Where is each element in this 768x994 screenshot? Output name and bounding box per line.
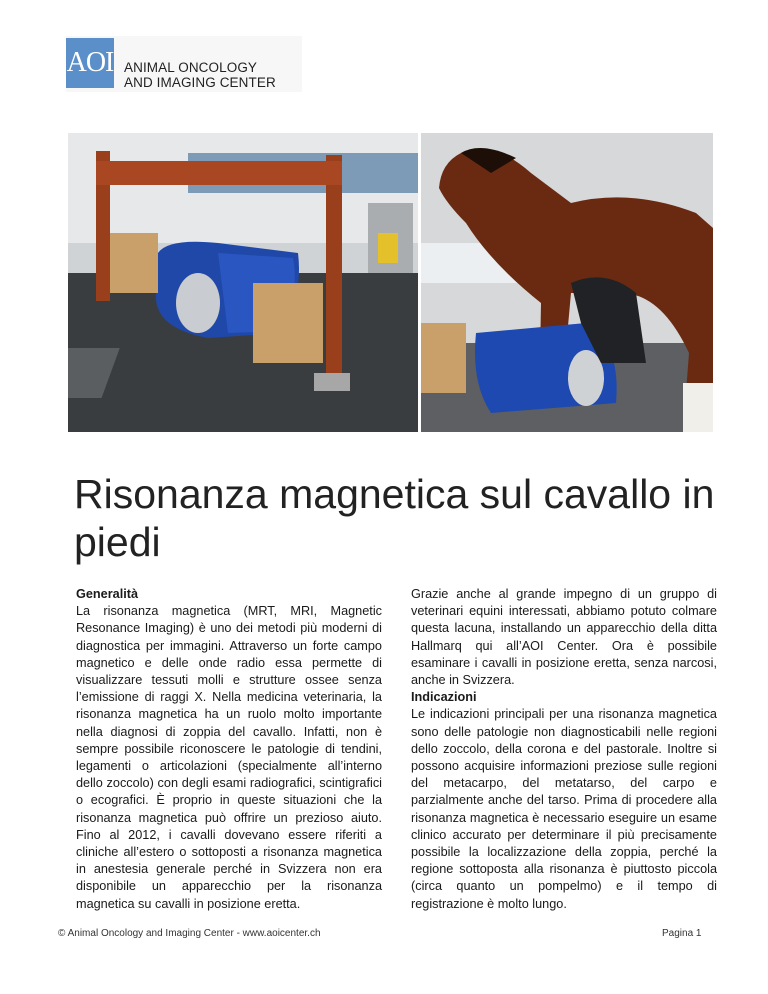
paragraph-generalita: La risonanza magnetica (MRT, MRI, Magnetic Resonance Imaging) è uno dei metodi più moderni di diagnostica per immagini. Attraverso un forte campo magnetico e delle onde radio essa permette di visualizzare tessuti molli e strutture ossee senza l’emissione di raggi X. Nella medicina veterinaria, la risonanza magnetica ha un ruolo molto importante nella diagnosi di zoppia del cavallo. Infatti, non è sempre possibile riconoscere le patologie di tendini, legamenti o articolazioni (specialmente all’interno dello zoccolo) con degli esami radiografici, scintigrafici o ecografici. È proprio in queste situazioni che la risonanza magnetica può offrire un prezioso aiuto. Fino al 2012, i cavalli dovevano essere riferiti a cliniche all’estero o sottoposti a risonanza magnetica in anestesia generale perché in Svizzera non era disponibile un apparecchio per la risonanza magnetica su cavalli in posizione eretta. bbox=[76, 604, 382, 911]
logo-line-2: AND IMAGING CENTER bbox=[124, 75, 276, 90]
horse-mri-photo bbox=[421, 133, 713, 432]
footer-page-number: Pagina 1 bbox=[662, 928, 702, 939]
logo-line-1: ANIMAL ONCOLOGY bbox=[124, 60, 258, 75]
paragraph-intro: Grazie anche al grande impegno di un gruppo di veterinari equini interessati, abbiamo potuto colmare questa lacuna, installando un apparecchio della ditta Hallmarq qui all’AOI Center. Ora è possibile esaminare i cavalli in posizione eretta, senza narcosi, anche in Svizzera. bbox=[411, 587, 717, 688]
section-heading-generalita: Generalità bbox=[76, 587, 139, 601]
left-column bbox=[76, 586, 382, 913]
paragraph-indicazioni: Le indicazioni principali per una risonanza magnetica sono delle patologie non diagnosticabili nelle regioni dello zoccolo, della corona e del pastorale. Inoltre si possono acquisire informazioni preziose sulle regioni del metacarpo, del metatarso, del carpo e parzialmente anche del tarso. Prima di procedere alla risonanza magnetica è necessario eseguire un esame clinico accurato per determinare il più precisamente possibile la localizzazione della zoppia, perché la regione sottoposta alla risonanza è piuttosto piccola (circa quanto un pompelmo) e il tempo di registrazione è molto lungo. bbox=[411, 707, 717, 911]
logo-wordmark bbox=[124, 60, 276, 90]
mri-machine-photo bbox=[68, 133, 418, 432]
section-heading-indicazioni: Indicazioni bbox=[411, 690, 477, 705]
page-title: Risonanza magnetica sul cavallo in piedi bbox=[74, 471, 715, 565]
footer-copyright: © Animal Oncology and Imaging Center - www.aoicenter.ch bbox=[58, 928, 321, 939]
aoi-logo: AOI bbox=[66, 38, 114, 88]
right-column bbox=[411, 586, 717, 913]
